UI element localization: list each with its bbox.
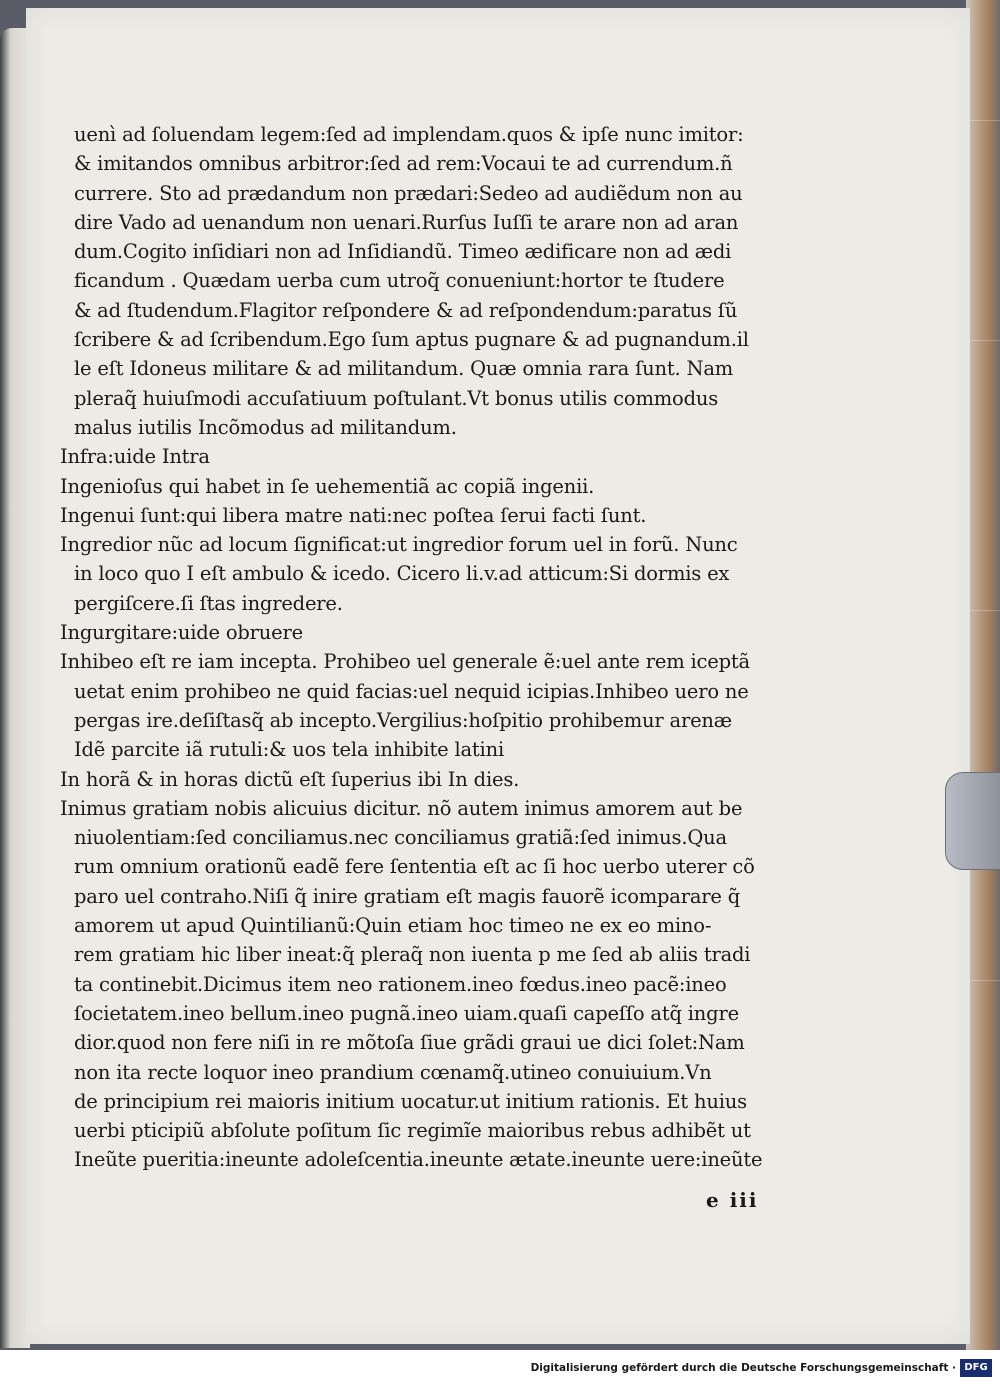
text-line: currere. Sto ad prædandum non prædari:Sedeo ad audiẽdum non au	[74, 181, 743, 205]
text-line: uetat enim prohibeo ne quid facias:uel nequid icipias.Inhibeo uero ne	[74, 679, 749, 703]
text-line: pergiſcere.ſi ſtas ingredere.	[74, 591, 343, 615]
text-line: In horã & in horas dictũ eſt ſuperius ibi In dies.	[60, 767, 520, 791]
text-line: & ad ſtudendum.Flagitor reſpondere & ad reſpondendum:paratus ſũ	[74, 298, 738, 322]
text-line: amorem ut apud Quintilianũ:Quin etiam hoc timeo ne ex eo mino-	[74, 914, 712, 938]
text-line: & imitandos omnibus arbitror:ſed ad rem:Vocaui te ad currendum.ñ	[74, 152, 733, 176]
text-line: Ingenui ſunt:qui libera matre nati:nec poſtea ſerui facti ſunt.	[60, 503, 647, 527]
text-line: pergas ire.deſiſtasq̃ ab incepto.Vergilius:hoſpitio prohibemur arenæ	[74, 708, 732, 732]
dfg-logo: DFG	[960, 1359, 992, 1377]
footer-bar	[0, 1350, 1000, 1384]
text-line: Infra:uide Intra	[60, 445, 210, 469]
text-line: malus iutilis Incõmodus ad militandum.	[74, 415, 457, 439]
text-line: dire Vado ad uenandum non uenari.Rurſus Iuſſi te arare non ad aran	[74, 210, 739, 234]
text-line: paro uel contraho.Niſi q̃ inire gratiam eſt magis fauorẽ icomparare q̃	[74, 884, 741, 908]
text-line: Ingenioſus qui habet in ſe uehementiã ac copiã ingenii.	[60, 474, 595, 498]
funding-credit: Digitalisierung gefördert durch die Deutsche Forschungsgemeinschaft ·	[530, 1362, 956, 1374]
text-line: ſcribere & ad ſcribendum.Ego ſum aptus pugnare & ad pugnandum.il	[74, 328, 749, 352]
text-line: uenì ad ſoluendam legem:ſed ad implendam.quos & ipſe nunc imitor:	[74, 123, 744, 146]
signature-mark: e iii	[706, 1188, 759, 1212]
text-line: pleraq̃ huiuſmodi accuſatiuum poſtulant.Vt bonus utilis commodus	[74, 386, 719, 410]
text-line: Idẽ parcite iã rutuli:& uos tela inhibite latini	[74, 738, 504, 762]
page-text	[60, 120, 820, 1175]
text-line: in loco quo I eſt ambulo & icedo. Cicero li.v.ad atticum:Si dormis ex	[74, 562, 730, 586]
text-line: uerbi pticipiũ abſolute poſitum ſic regimĩe maioribus rebus adhibẽt ut	[74, 1119, 751, 1143]
book-page	[26, 8, 970, 1344]
text-line: ficandum . Quædam uerba cum utroq̃ conueniunt:hortor te ſtudere	[74, 269, 725, 293]
text-line: dior.quod non fere niſi in re mõtoſa ſiue grãdi graui ue dici ſolet:Nam	[74, 1031, 745, 1055]
text-line: le eſt Idoneus militare & ad militandum. Quæ omnia rara ſunt. Nam	[74, 357, 734, 381]
text-line: Ingurgitare:uide obruere	[60, 621, 303, 645]
text-line: rum omnium orationũ eadẽ fere ſententia eſt ac ſi hoc uerbo uterer cõ	[74, 855, 755, 879]
text-line: de principium rei maioris initium uocatur.ut initium rationis. Et huius	[74, 1089, 747, 1113]
text-line: dum.Cogito inſidiari non ad Inſidiandũ. Timeo ædificare non ad ædi	[74, 240, 732, 264]
text-line: Inimus gratiam nobis alicuius dicitur. nõ autem inimus amorem aut be	[60, 796, 743, 820]
text-line: niuolentiam:ſed conciliamus.nec conciliamus gratiã:ſed inimus.Qua	[74, 826, 727, 850]
text-line: Inhibeo eſt re iam incepta. Prohibeo uel generale ẽ:uel ante rem iceptã	[60, 650, 750, 674]
text-line: rem gratiam hic liber ineat:q̃ pleraq̃ non iuenta p me ſed ab aliis tradi	[74, 943, 751, 967]
text-line: ſocietatem.ineo bellum.ineo pugnã.ineo uiam.quaſi capeſſo atq̃ ingre	[74, 1001, 739, 1025]
page-clip	[945, 772, 1000, 870]
text-line: ta continebit.Dicimus item neo rationem.ineo fœdus.ineo pacẽ:ineo	[74, 972, 727, 996]
text-line: non ita recte loquor ineo prandium cœnamq̃.utineo conuiuium.Vn	[74, 1060, 712, 1084]
text-line: Ineũte pueritia:ineunte adoleſcentia.ineunte ætate.ineunte uere:ineũte	[74, 1148, 763, 1172]
text-line: Ingredior nũc ad locum ſignificat:ut ingredior forum uel in forũ. Nunc	[60, 533, 738, 557]
right-page-edge	[966, 0, 1000, 1350]
